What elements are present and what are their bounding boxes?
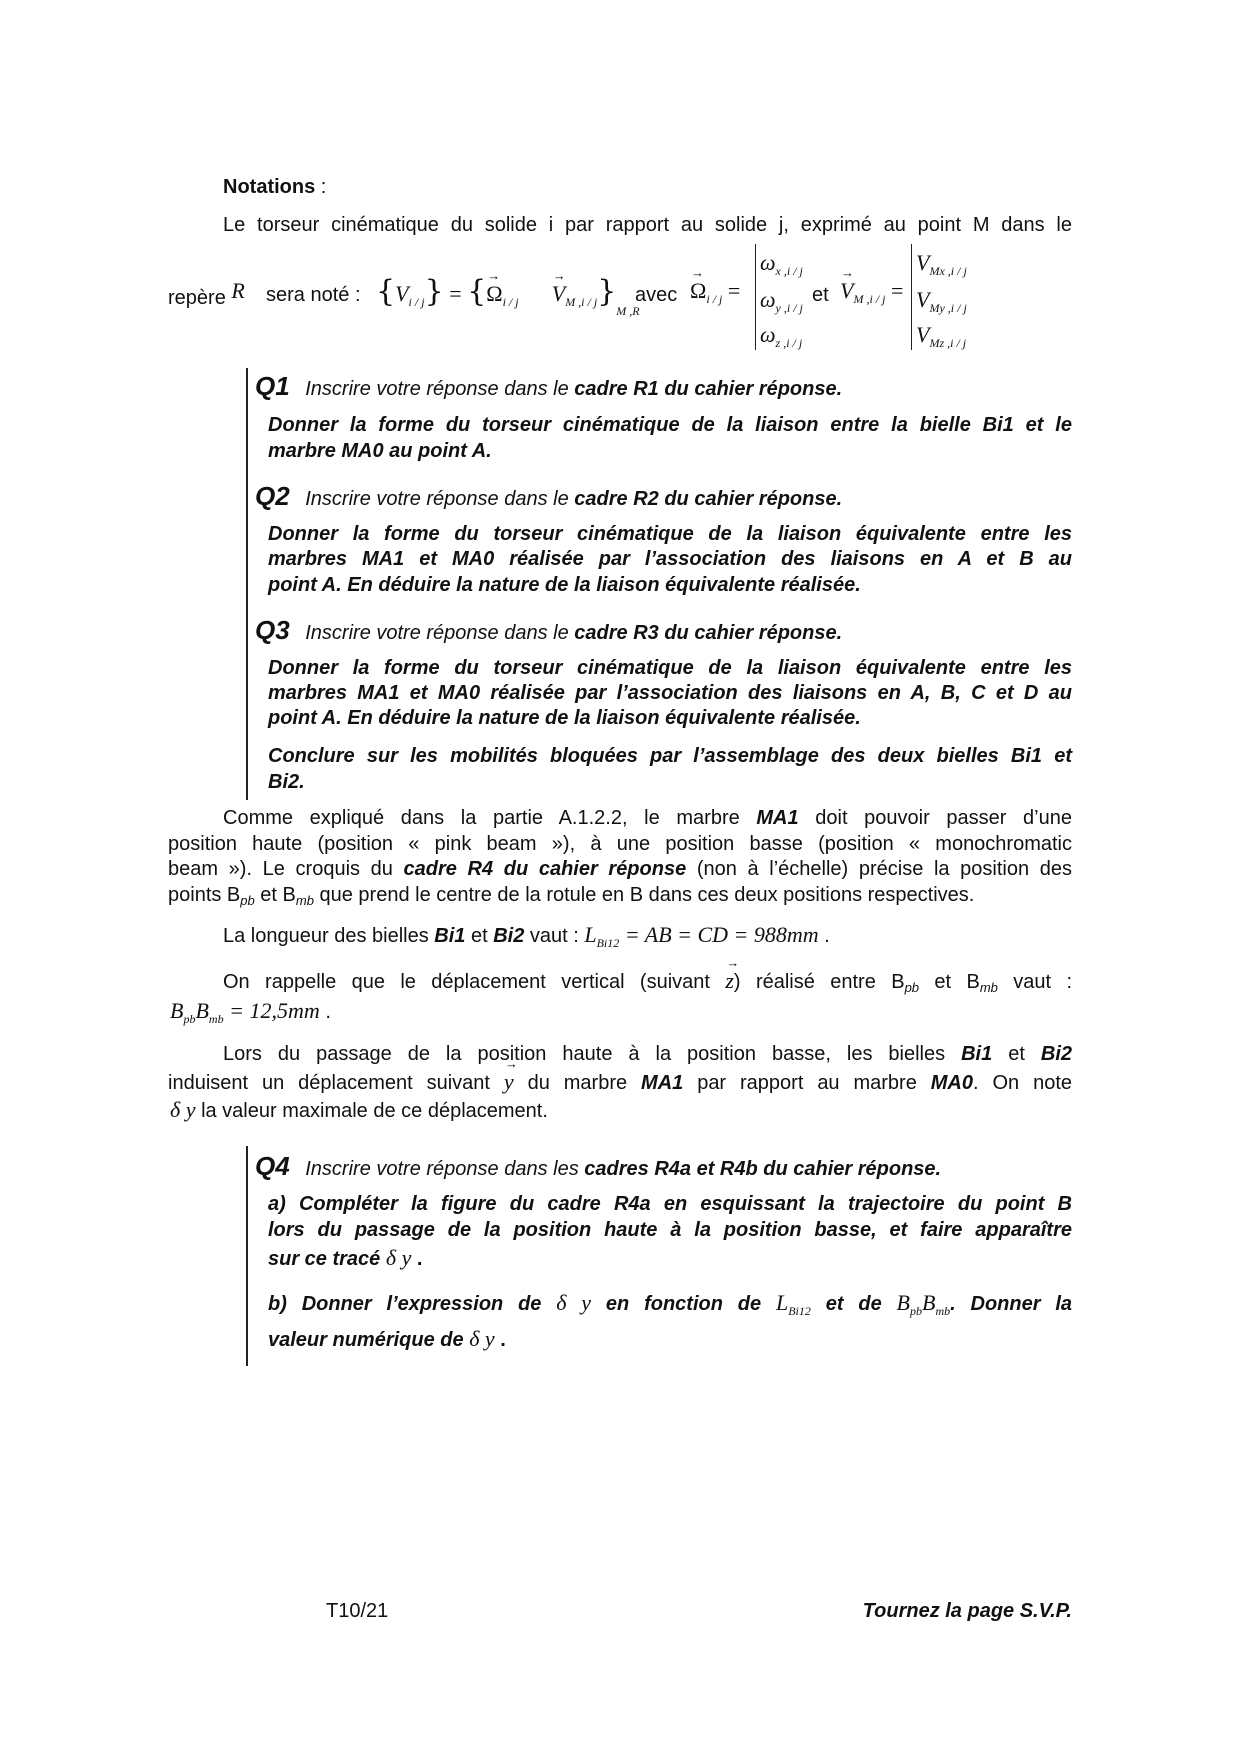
q4b-line1: b) Donner l’expression de δ y en fonction de $L_{Bi12}$ et de $B_{pb}B_{mb}$. Donner la [268,1290,1073,1318]
q3-body-line2: marbres MA1 et MA0 réalisée par l’association des liaisons en A, B, C et D au [268,682,1072,704]
turn-page-note: Tournez la page S.V.P. [862,1600,1072,1622]
omega-y: $\omega_{y ,i / j}$ [760,287,803,315]
notations-repere: repère R [168,278,245,309]
notations-heading: Notations : [223,176,327,198]
v-mz: $V_{Mz ,i / j}$ [916,322,967,350]
q3-body-line3: point A. En déduire la nature de la liaison équivalente réalisée. [268,707,861,729]
q3-conclusion-line1: Conclure sur les mobilités bloquées par l’assemblage des deux bielles Bi1 et [268,745,1072,767]
v-matrix-bar [911,244,912,350]
v-mx: $V_{Mx ,i / j}$ [916,250,967,278]
notations-intro: Le torseur cinématique du solide i par rapport au solide j, exprimé au point M dans le [223,214,1072,236]
omega-matrix-bar [755,244,756,350]
para2-text: La longueur des bielles Bi1 et Bi2 vaut : $L_{Bi12}$ = AB = CD = 988mm . [223,922,830,950]
q4b-line2: valeur numérique de δ y . [268,1326,506,1351]
q1-header: Q1 Inscrire votre réponse dans le cadre R1 du cahier réponse. [255,371,843,401]
omega-x: $\omega_{x ,i / j}$ [760,250,803,278]
page-number: T10/21 [326,1600,389,1622]
para4-line2: induisent un déplacement suivant → y du marbre MA1 par rapport au marbre MA0. On note [168,1069,1072,1095]
omega-z: $\omega_{z ,i / j}$ [760,322,803,350]
para3-line2: $B_{pb}B_{mb} = 12,5mm$ . [170,998,331,1026]
q4a-line3: sur ce tracé δ y . [268,1245,423,1270]
para4-line1: Lors du passage de la position haute à la position basse, les bielles Bi1 et Bi2 [223,1043,1072,1065]
q2-body-line2: marbres MA1 et MA0 réalisée par l’association des liaisons en A et B au [268,548,1072,570]
para1-line1: Comme expliqué dans la partie A.1.2.2, le marbre MA1 doit pouvoir passer d’une [223,807,1072,829]
q4a-line1: a) Compléter la figure du cadre R4a en esquissant la trajectoire du point B [268,1193,1072,1215]
para3-line1: On rappelle que le déplacement vertical (suivant → z) réalisé entre $B_{pb}$ et $B_{mb}$ vaut : [223,968,1072,995]
notations-sera-note: sera noté : [266,284,361,306]
q2-body-line1: Donner la forme du torseur cinématique de la liaison équivalente entre les [268,523,1072,545]
notations-et: et [812,284,829,306]
question-bar-1 [246,368,248,800]
v-my: $V_{My ,i / j}$ [916,287,967,315]
q3-body-line1: Donner la forme du torseur cinématique de la liaison équivalente entre les [268,657,1072,679]
q4-header: Q4 Inscrire votre réponse dans les cadres R4a et R4b du cahier réponse. [255,1151,942,1181]
para1-line3: beam »). Le croquis du cadre R4 du cahier réponse (non à l’échelle) précise la position des [168,858,1073,880]
q2-body-line3: point A. En déduire la nature de la liaison équivalente réalisée. [268,574,861,596]
question-bar-2 [246,1146,248,1366]
para1-line4: points $B_{pb}$ et $B_{mb}$ que prend le centre de la rotule en B dans ces deux positions respectives. [168,884,975,908]
notations-avec: avec [635,284,678,306]
q1-body-line1: Donner la forme du torseur cinématique de la liaison entre la bielle Bi1 et le [268,414,1072,436]
torseur-formula: $\{V_{i / j}\}$ = {→ $\Omega_{i / j} \to V_{M ,i / j}\}_{M ,R}$ [376,274,640,314]
q3-header: Q3 Inscrire votre réponse dans le cadre R3 du cahier réponse. [255,615,843,645]
q4a-line2: lors du passage de la position haute à la position basse, et faire apparaître [268,1219,1072,1241]
q2-header: Q2 Inscrire votre réponse dans le cadre R2 du cahier réponse. [255,481,843,511]
q1-body-line2: marbre MA0 au point A. [268,440,492,462]
para4-line3: δ y la valeur maximale de ce déplacement. [170,1097,548,1122]
v-vector-label: → $V_{M ,i / j}$ = [840,278,903,307]
omega-vector-label: → $\Omega_{i / j}$ = [690,278,740,307]
para1-line2: position haute (position « pink beam »), à une position basse (position « monochromatic [168,833,1072,855]
q3-conclusion-line2: Bi2. [268,771,305,793]
